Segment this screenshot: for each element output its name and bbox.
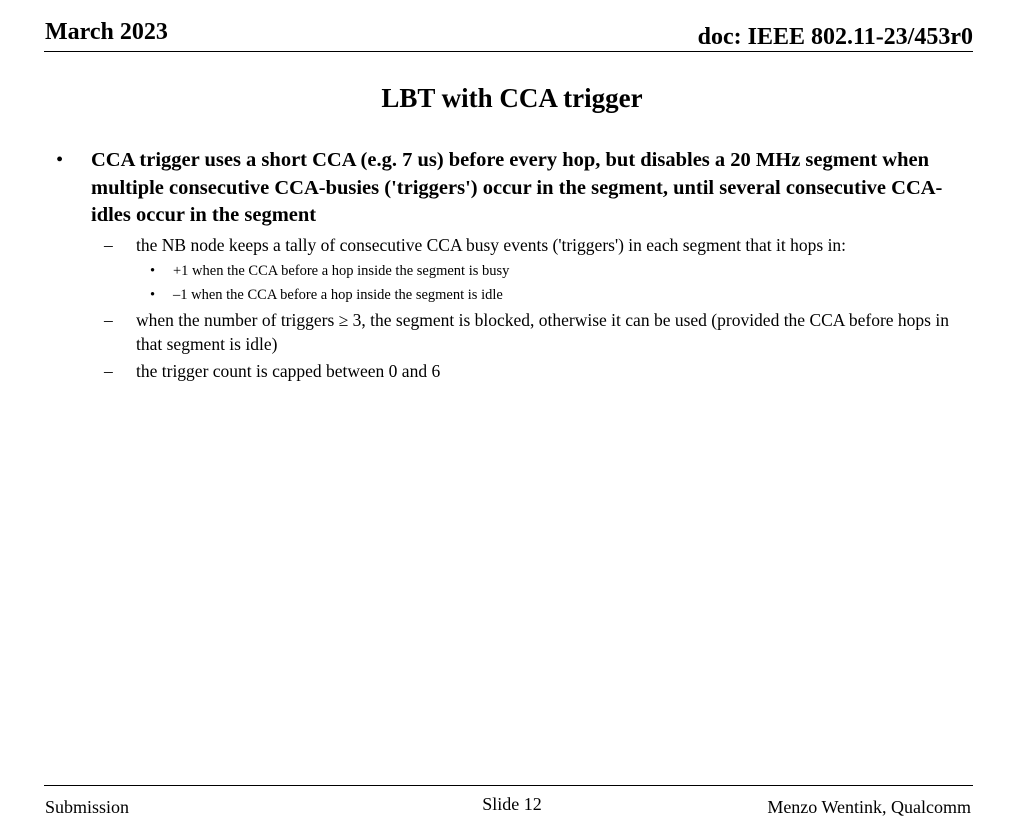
footer-author: Menzo Wentink, Qualcomm [767, 797, 971, 817]
sub-sub-bullet-idle-text: –1 when the CCA before a hop inside the segment is idle [173, 287, 503, 303]
sub-sub-bullet-busy [55, 261, 960, 281]
bullet-marker: • [150, 263, 156, 279]
footer-slide-number: Slide 12 [482, 794, 542, 814]
sub-bullet-threshold-text: when the number of triggers ≥ 3, the segment is blocked, otherwise it can be used (provided the CCA before hops in that segment is idle) [136, 310, 949, 354]
footer-submission: Submission [45, 797, 130, 817]
bullet-main [55, 147, 960, 230]
header-doc-id: doc: IEEE 802.11-23/453r0 [697, 24, 973, 50]
sub-bullet-tally [55, 234, 960, 258]
header-rule [44, 51, 973, 52]
footer-rule [44, 785, 973, 786]
slide-title: LBT with CCA trigger [381, 83, 643, 113]
sub-bullet-tally-text: the NB node keeps a tally of consecutive CCA busy events ('triggers') in each segment that it hops in: [136, 234, 847, 255]
bullet-main-text: CCA trigger uses a short CCA (e.g. 7 us) before every hop, but disables a 20 MHz segment when multiple consecutive CCA-busies ('triggers') occur in the segment, until several consecutive CCA-idles occur in the segment [91, 149, 943, 226]
dash-marker: – [104, 310, 113, 330]
slide-body [55, 147, 960, 384]
sub-bullet-cap-text: the trigger count is capped between 0 and 6 [136, 361, 441, 381]
sub-sub-bullet-busy-text: +1 when the CCA before a hop inside the segment is busy [173, 263, 510, 279]
bullet-marker: • [56, 149, 64, 171]
sub-bullet-threshold [55, 309, 960, 356]
sub-bullet-cap [55, 360, 960, 384]
bullet-marker: • [150, 287, 156, 303]
dash-marker: – [104, 361, 113, 381]
sub-sub-bullet-idle [55, 285, 960, 305]
dash-marker: – [104, 234, 113, 255]
header-date: March 2023 [45, 19, 168, 45]
